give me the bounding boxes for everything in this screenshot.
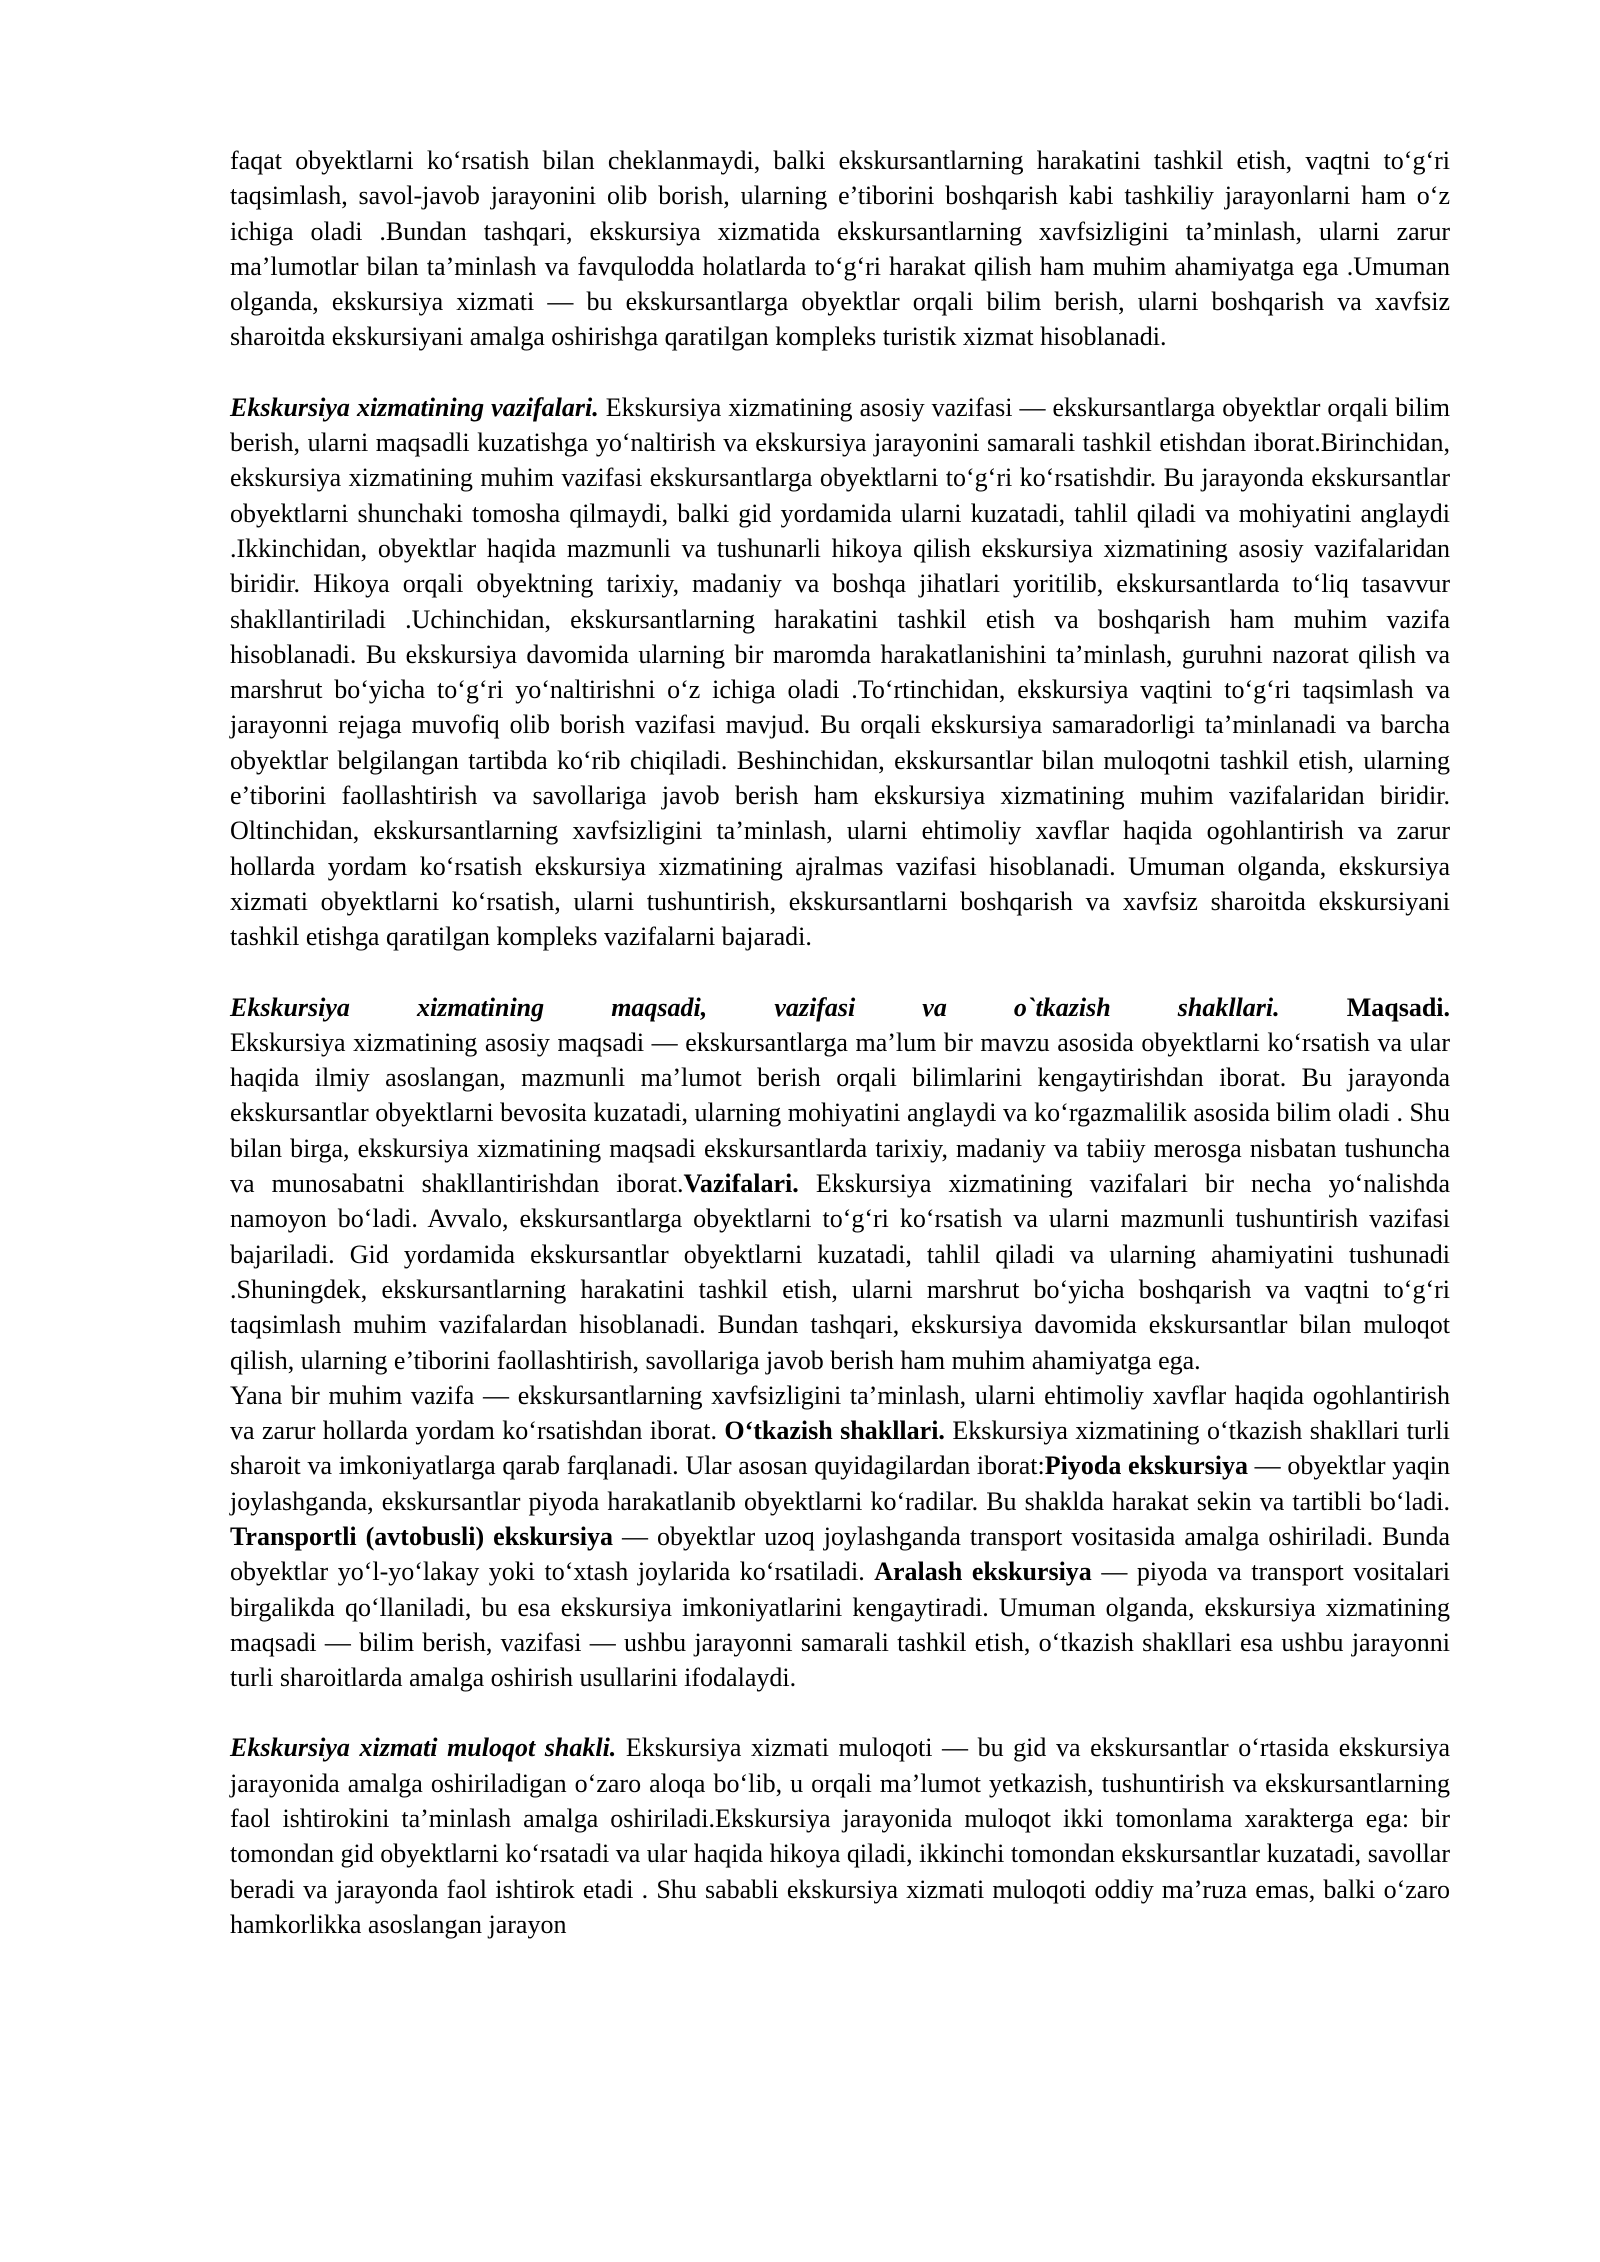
paragraph-text: — obyektlar uzoq joylashganda transport vositasida amalga oshiriladi. Bunda obyektlar yo‘l-yo‘lakay yoki to‘xtash joylarida ko‘rsatiladi.: [230, 1521, 1450, 1587]
paragraph-text: faqat obyektlarni ko‘rsatish bilan cheklanmaydi, balki ekskursantlarning harakatini tashkil etish, vaqtni to‘g‘ri taqsimlash, savol-javob jarayonini olib borish, ularning e’tiborini boshqarish kabi tashkiliy jarayonlarni ham o‘z ichiga oladi .Bundan tashqari, ekskursiya xizmatida ekskursantlarning xavfsizligini ta’minlash, ularni zarur ma’lumotlar bilan ta’minlash va favqulodda holatlarda to‘g‘ri harakat qilish ham muhim ahamiyatga ega .Umuman olganda, ekskursiya xizmati — bu ekskursantlarga obyektlar orqali bilim berish, ularni boshqarish va xavfsiz sharoitda ekskursiyani amalga oshirishga qaratilgan kompleks turistik xizmat hisoblanadi.: [230, 146, 1450, 352]
paragraph-text: Yana bir muhim vazifa — ekskursantlarning xavfsizligini ta’minlash, ularni ehtimoliy xavflar haqida ogohlantirish va zarur hollarda yordam ko‘rsatishdan iborat.: [230, 1380, 1450, 1446]
section-heading-line: [230, 990, 1450, 1025]
paragraph-vazifalari: [230, 390, 1450, 955]
paragraph-text: Ekskursiya xizmatining asosiy vazifasi — ekskursantlarga obyektlar orqali bilim berish, ularni maqsadli kuzatishga yo‘naltirish va ekskursiya jarayonini samarali tashkil etishdan iborat.Birinchidan, ekskursiya xizmatining muhim vazifasi ekskursantlarga obyektlarni to‘g‘ri ko‘rsatishdir. Bu jarayonda ekskursantlar obyektlarni shunchaki tomosha qilmaydi, balki gid yordamida ularni kuzatadi, tahlil qiladi va mohiyatini anglaydi .Ikkinchidan, obyektlar haqida mazmunli va tushunarli hikoya qilish ekskursiya xizmatining asosiy vazifalaridan biridir. Hikoya orqali obyektning tarixiy, madaniy va boshqa jihatlari yoritilib, ekskursantlarda to‘liq tasavvur shakllantiriladi .Uchinchidan, ekskursantlarning harakatini tashkil etish va boshqarish ham muhim vazifa hisoblanadi. Bu ekskursiya davomida ularning bir maromda harakatlanishini ta’minlash, guruhni nazorat qilish va marshrut bo‘yicha to‘g‘ri yo‘naltirishni o‘z ichiga oladi .To‘rtinchidan, ekskursiya vaqtini to‘g‘ri taqsimlash va jarayonni rejaga muvofiq olib borish vazifasi mavjud. Bu orqali ekskursiya samaradorligi ta’minlanadi va barcha obyektlar belgilangan tartibda ko‘rib chiqiladi. Beshinchidan, ekskursantlar bilan muloqotni tashkil etish, ularning e’tiborini faollashtirish va savollariga javob berish ham ekskursiya xizmatining muhim vazifalaridan biridir. Oltinchidan, ekskursantlarning xavfsizligini ta’minlash, ularni ehtimoliy xavflar haqida ogohlantirish va zarur hollarda yordam ko‘rsatish ekskursiya xizmatining ajralmas vazifasi hisoblanadi. Umuman olganda, ekskursiya xizmati obyektlarni ko‘rsatish, ularni tushuntirish, ekskursantlarni boshqarish va xavfsiz sharoitda ekskursiyani tashkil etishga qaratilgan kompleks vazifalarni bajaradi.: [230, 392, 1451, 952]
aralash-label: Aralash ekskursiya: [874, 1557, 1092, 1587]
paragraph-text: — obyektlar yaqin joylashganda, ekskursantlar piyoda harakatlanib obyektlarni ko‘radilar. Bu shaklda harakat sekin va tartibli bo‘ladi.: [230, 1451, 1450, 1516]
paragraph-text: Ekskursiya xizmatining o‘tkazish shakllari turli sharoit va imkoniyatlarga qarab farqlanadi. Ular asosan quyidagilardan iborat:: [230, 1416, 1450, 1481]
paragraph-maqsadi: [230, 1025, 1450, 1378]
paragraph-otkazish: [230, 1378, 1450, 1696]
otkazish-label: O‘tkazish shakllari.: [724, 1416, 945, 1446]
section-heading: Ekskursiya xizmatining vazifalari.: [230, 392, 599, 422]
paragraph-text: Ekskursiya xizmatining asosiy maqsadi — ekskursantlarga ma’lum bir mavzu asosida obyektlarni ko‘rsatish va ular haqida ilmiy asoslangan, mazmunli ma’lumot berish orqali bilimlarini kengaytirishdan iborat. Bu jarayonda ekskursantlar obyektlarni bevosita kuzatadi, ularning mohiyatini anglaydi va ko‘rgazmalilik asosida bilim oladi . Shu bilan birga, ekskursiya xizmatining maqsadi ekskursantlarda tarixiy, madaniy va tabiiy merosga nisbatan tushuncha va munosabatni shakllantirishdan iborat.: [230, 1027, 1450, 1199]
paragraph-text: Ekskursiya xizmati muloqoti — bu gid va ekskursantlar o‘rtasida ekskursiya jarayonida amalga oshiriladigan o‘zaro aloqa bo‘lib, u orqali ma’lumot yetkazish, tushuntirish va ekskursantlarning faol ishtirokini ta’minlash amalga oshiriladi.Ekskursiya jarayonida muloqot ikki tomonlama xarakterga ega: bir tomondan gid obyektlarni ko‘rsatadi va ular haqida hikoya qiladi, ikkinchi tomondan ekskursantlar kuzatadi, savollar beradi va jarayonda faol ishtirok etadi . Shu sababli ekskursiya xizmati muloqoti oddiy ma’ruza emas, balki o‘zaro hamkorlikka asoslangan jarayon: [230, 1733, 1450, 1939]
section-heading: Ekskursiya xizmatining maqsadi, vazifasi va o`tkazish shakllari.: [230, 992, 1280, 1022]
piyoda-label: Piyoda ekskursiya: [1044, 1451, 1248, 1481]
paragraph-intro: [230, 143, 1450, 355]
paragraph-text: Ekskursiya xizmatining vazifalari bir necha yo‘nalishda namoyon bo‘ladi. Avvalo, ekskursantlarga obyektlarni to‘g‘ri ko‘rsatish va ularni mazmunli tushuntirish vazifasi bajariladi. Gid yordamida ekskursantlar obyektlarni kuzatadi, tahlil qiladi va ularning ahamiyatini tushunadi .Shuningdek, ekskursantlarning harakatini tashkil etish, ularni marshrut bo‘yicha boshqarish va vaqtni to‘g‘ri taqsimlash muhim vazifalardan hisoblanadi. Bundan tashqari, ekskursiya davomida ekskursantlar bilan muloqot qilish, ularning e’tiborini faollashtirish, savollariga javob berish ham muhim ahamiyatga ega.: [230, 1169, 1450, 1375]
vazifalari-label: Vazifalari.: [683, 1169, 799, 1199]
paragraph-text: — piyoda va transport vositalari birgalikda qo‘llaniladi, bu esa ekskursiya imkoniyatlarini kengaytiradi. Umuman olganda, ekskursiya xizmatining maqsadi — bilim berish, vazifasi — ushbu jarayonni samarali tashkil etish, o‘tkazish shakllari esa ushbu jarayonni turli sharoitlarda amalga oshirish usullarini ifodalaydi.: [230, 1557, 1450, 1693]
section-heading: Ekskursiya xizmati muloqot shakli.: [230, 1733, 617, 1763]
transport-label: Transportli (avtobusli) ekskursiya: [230, 1521, 614, 1551]
maqsadi-label: Maqsadi.: [1346, 992, 1451, 1022]
paragraph-muloqot: [230, 1730, 1450, 1942]
